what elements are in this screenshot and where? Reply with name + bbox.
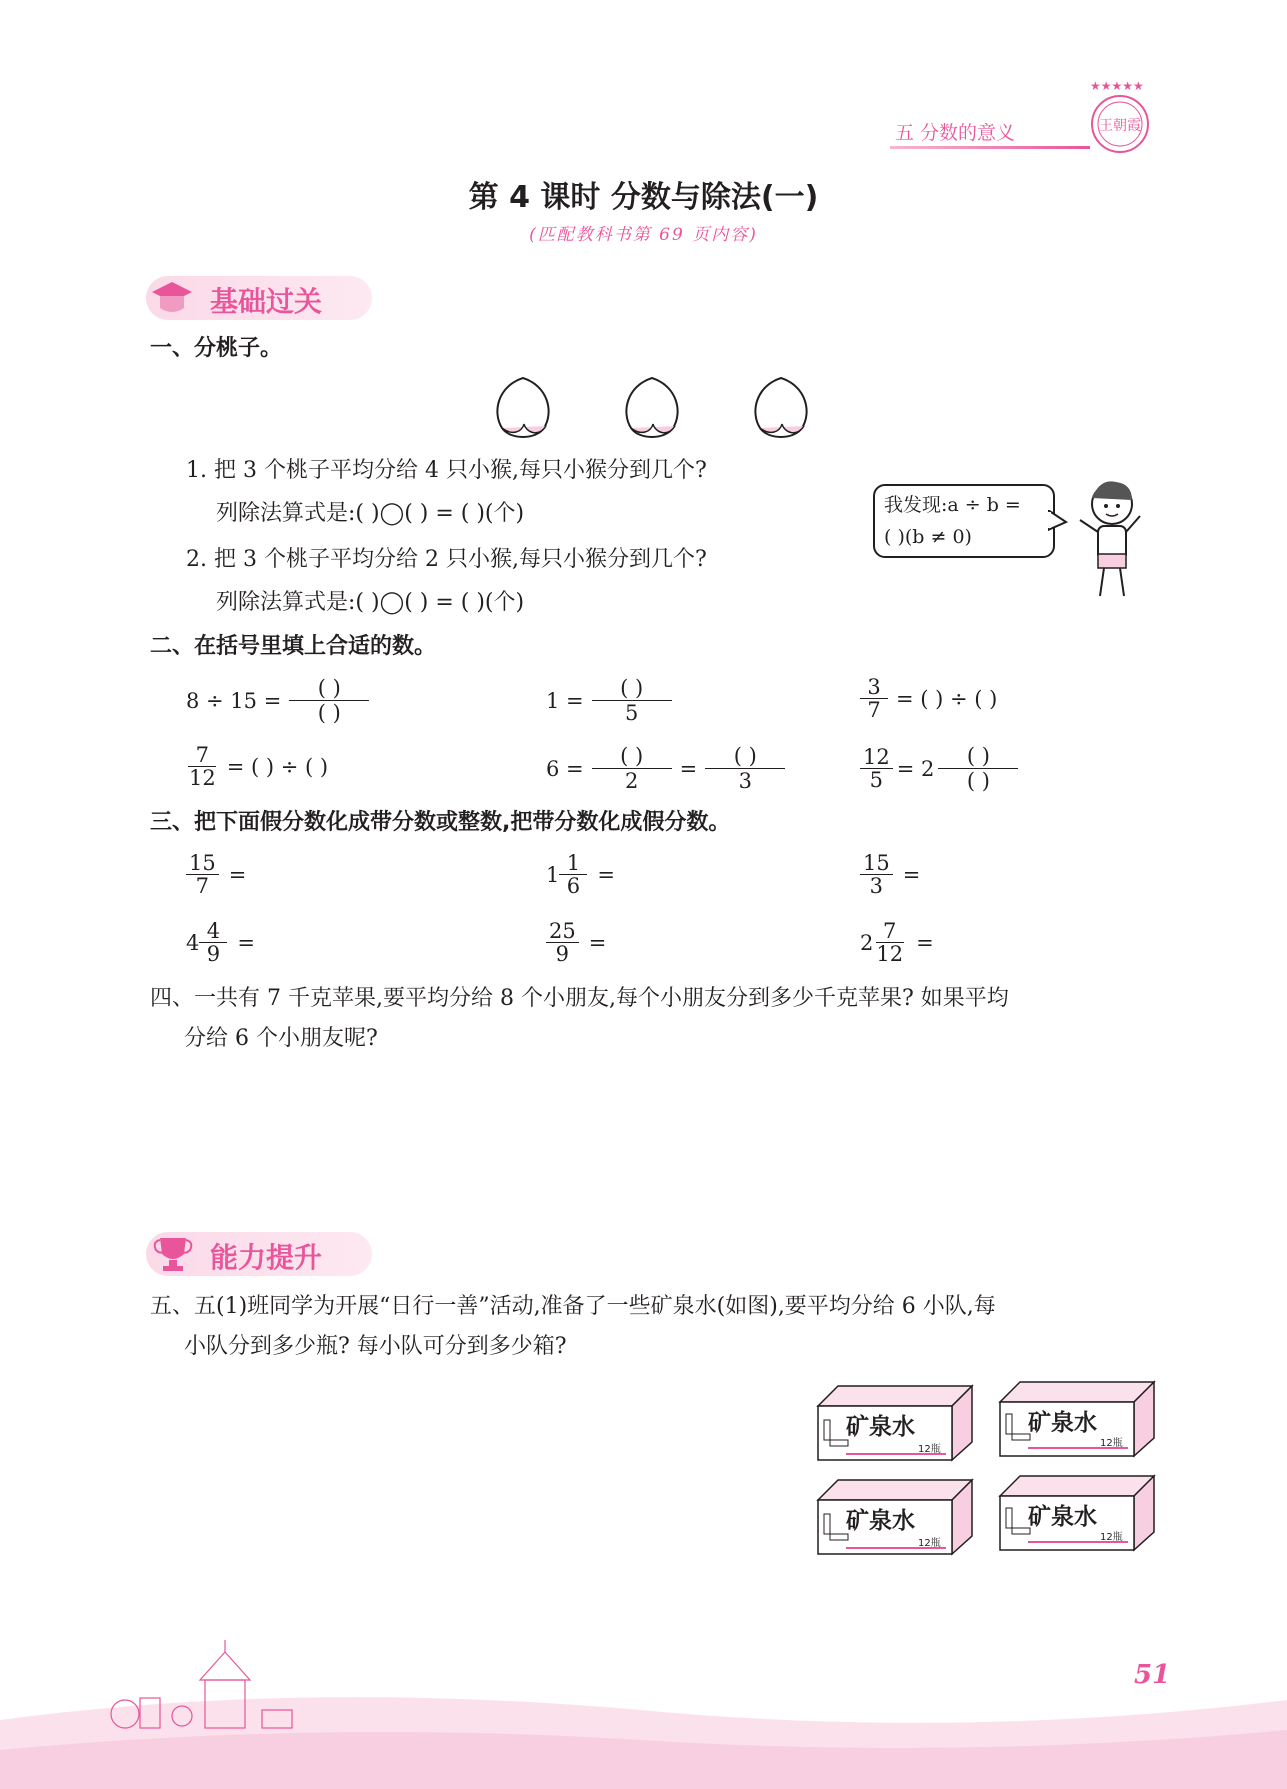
box-count: 12瓶 (1100, 1438, 1123, 1449)
blank-numerator[interactable]: ( ) (289, 676, 369, 701)
q3-d-whole: 4 (186, 930, 200, 955)
q2-r1c2-lhs: 1 = (546, 688, 584, 713)
q3-c-num: 15 (860, 852, 893, 875)
logo-icon (1080, 78, 1160, 156)
blank-denominator[interactable]: ( ) (966, 769, 990, 793)
bubble-tail (1048, 510, 1068, 534)
footer-decoration (0, 1640, 1287, 1789)
q2-r2c2-lhs: 6 = (546, 756, 584, 781)
peach-icon (488, 372, 558, 444)
q2-r2c3 (860, 744, 1018, 793)
q4-line1: 四、一共有 7 千克苹果,要平均分给 8 个小朋友,每个小朋友分到多少千克苹果? 如果平均 (150, 986, 1009, 1011)
q2-r1c1-lhs: 8 ÷ 15 = (186, 688, 282, 713)
q3-b-num: 1 (559, 852, 587, 875)
q2-r2c3-den: 5 (869, 768, 884, 792)
q3-b (546, 852, 615, 897)
q3-e (546, 920, 606, 965)
q1-item2: 2. 把 3 个桃子平均分给 2 只小猴,每只小猴分到几个? (186, 547, 707, 572)
blank-denominator[interactable]: ( ) (317, 701, 341, 725)
page-number: 51 (1134, 1660, 1171, 1690)
q3-f (860, 920, 934, 965)
water-box (816, 1476, 976, 1560)
q2-r1c2 (546, 676, 672, 725)
q2-heading: 二、在括号里填上合适的数。 (150, 634, 437, 659)
q3-a-num: 15 (186, 852, 219, 875)
box-count: 12瓶 (1100, 1532, 1123, 1543)
q1-item2-formula: 列除法算式是:( )◯( ) = ( )(个) (216, 590, 525, 615)
logo-text: 王朝霞 (1099, 118, 1141, 134)
q2-r2c2-den1: 2 (624, 769, 639, 793)
q4-line2: 分给 6 个小朋友呢? (184, 1026, 378, 1051)
q3-b-den: 6 (566, 874, 581, 898)
water-box (998, 1472, 1158, 1556)
q3-eq: = (902, 862, 921, 887)
q3-eq: = (916, 930, 934, 955)
q3-a-den: 7 (195, 874, 210, 898)
q3-a (186, 852, 246, 897)
box-count: 12瓶 (918, 1538, 941, 1549)
graduation-cap-icon (148, 276, 196, 320)
q3-eq: = (237, 930, 255, 955)
q2-r2c1-rhs[interactable]: = ( ) ÷ ( ) (226, 754, 329, 779)
q3-c-den: 3 (869, 874, 884, 898)
lesson-title: 第 4 课时 分数与除法(一) (468, 180, 819, 215)
q2-r2c1-den: 12 (189, 766, 216, 790)
q3-d-den: 9 (206, 942, 221, 966)
q5-line2: 小队分到多少瓶? 每小队可分到多少箱? (184, 1334, 567, 1359)
lesson-subtitle: (匹配教科书第 69 页内容) (529, 225, 758, 245)
boy-illustration (1070, 476, 1150, 606)
q2-r1c1 (186, 676, 369, 725)
box-label: 矿泉水 (1028, 1410, 1097, 1436)
water-box (998, 1378, 1158, 1462)
q2-r2c1 (186, 744, 328, 789)
bubble-line2: ( )(b ≠ 0) (884, 526, 972, 548)
blank-numerator[interactable]: ( ) (592, 744, 672, 769)
q2-r1c3-den: 7 (867, 698, 881, 722)
q2-r2c3-eq: = 2 (896, 756, 935, 781)
q3-e-den: 9 (555, 942, 570, 966)
q3-d-num: 4 (199, 920, 227, 943)
q3-f-whole: 2 (860, 930, 874, 955)
q3-b-whole: 1 (546, 862, 560, 887)
q1-heading: 一、分桃子。 (150, 336, 283, 361)
q2-r2c1-num: 7 (188, 744, 216, 767)
unit-header: 五 分数的意义 (895, 122, 1016, 144)
q1-item1-formula: 列除法算式是:( )◯( ) = ( )(个) (216, 501, 525, 526)
q3-f-num: 7 (876, 920, 904, 943)
svg-text:★★★★★: ★★★★★ (1090, 79, 1144, 93)
box-label: 矿泉水 (1028, 1504, 1097, 1530)
box-label: 矿泉水 (846, 1414, 915, 1440)
q3-heading: 三、把下面假分数化成带分数或整数,把带分数化成假分数。 (150, 810, 731, 835)
blank-numerator[interactable]: ( ) (938, 744, 1018, 769)
q2-r2c2-den2: 3 (738, 769, 752, 793)
q5-line1: 五、五(1)班同学为开展“日行一善”活动,准备了一些矿泉水(如图),要平均分给 6 小队,每 (150, 1294, 996, 1319)
q3-d (186, 920, 255, 965)
section-advanced-label: 能力提升 (210, 1241, 323, 1274)
q2-r2c3-num: 12 (860, 746, 893, 769)
q3-eq: = (597, 862, 615, 887)
box-count: 12瓶 (918, 1444, 941, 1455)
q2-r2c2 (546, 744, 785, 793)
q3-eq: = (228, 862, 247, 887)
peach-icon (617, 372, 687, 444)
box-label: 矿泉水 (846, 1508, 915, 1534)
q2-r2c2-eq: = (679, 756, 698, 781)
section-basic-label: 基础过关 (210, 285, 323, 318)
bubble-line1: 我发现:a ÷ b = (884, 494, 1021, 516)
water-box (816, 1382, 976, 1466)
q3-e-num: 25 (546, 920, 579, 943)
q1-item1: 1. 把 3 个桃子平均分给 4 只小猴,每只小猴分到几个? (186, 458, 707, 483)
q2-r1c3-num: 3 (860, 676, 888, 699)
q2-r1c3 (860, 676, 997, 721)
header-rule (890, 146, 1090, 149)
peach-icon (746, 372, 816, 444)
trophy-icon (150, 1232, 196, 1276)
blank-numerator[interactable]: ( ) (705, 744, 785, 769)
q3-eq: = (588, 930, 607, 955)
q2-r1c2-den: 5 (624, 701, 639, 725)
q3-f-den: 12 (876, 942, 904, 966)
blank-numerator[interactable]: ( ) (592, 676, 672, 701)
q3-c (860, 852, 920, 897)
q4-answer-area[interactable] (150, 1070, 1150, 1220)
q2-r1c3-rhs[interactable]: = ( ) ÷ ( ) (896, 686, 998, 711)
